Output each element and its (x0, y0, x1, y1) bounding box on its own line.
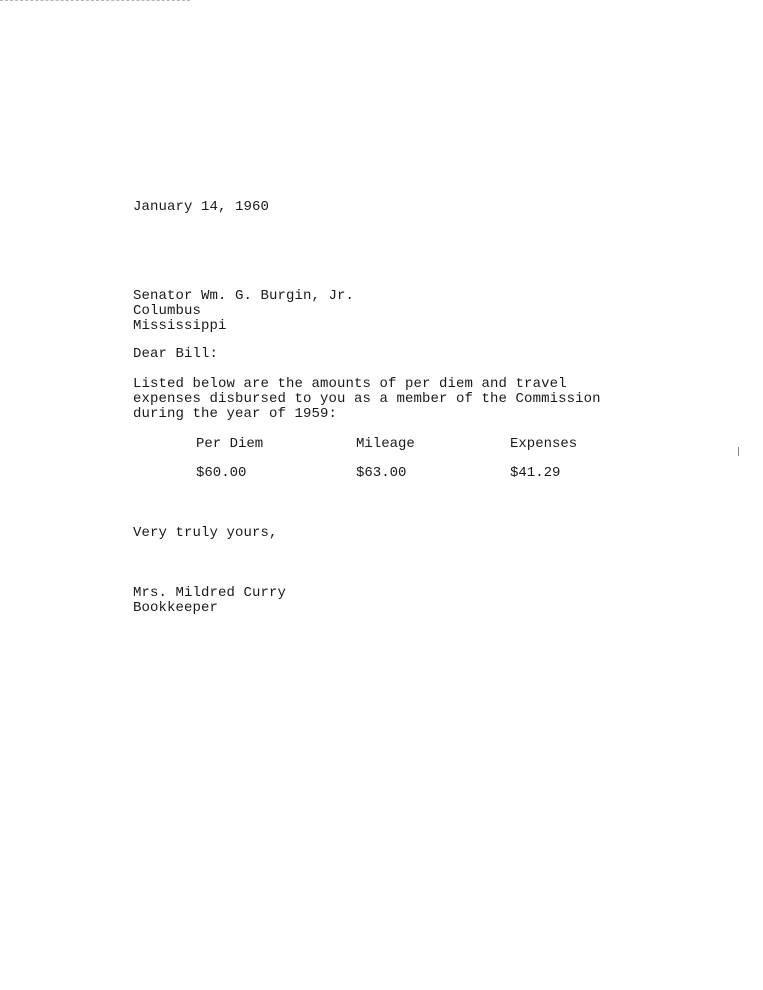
scan-speck (738, 447, 739, 456)
header-per-diem: Per Diem (196, 436, 264, 452)
signature-title: Bookkeeper (133, 600, 219, 616)
recipient-name: Senator Wm. G. Burgin, Jr. (133, 288, 355, 304)
salutation: Dear Bill: (133, 346, 219, 362)
body-line-3: during the year of 1959: (133, 406, 338, 422)
value-expenses: $41.29 (510, 465, 561, 481)
page-edge-divider (0, 0, 190, 1)
recipient-state: Mississippi (133, 318, 227, 334)
letter-date: January 14, 1960 (133, 199, 270, 215)
value-per-diem: $60.00 (196, 465, 247, 481)
body-line-2: expenses disbursed to you as a member of the Commission (133, 391, 601, 407)
header-mileage: Mileage (356, 436, 415, 452)
body-line-1: Listed below are the amounts of per diem and travel (133, 376, 567, 392)
closing: Very truly yours, (133, 525, 278, 541)
recipient-city: Columbus (133, 303, 202, 319)
signature-name: Mrs. Mildred Curry (133, 585, 287, 601)
value-mileage: $63.00 (356, 465, 407, 481)
header-expenses: Expenses (510, 436, 578, 452)
